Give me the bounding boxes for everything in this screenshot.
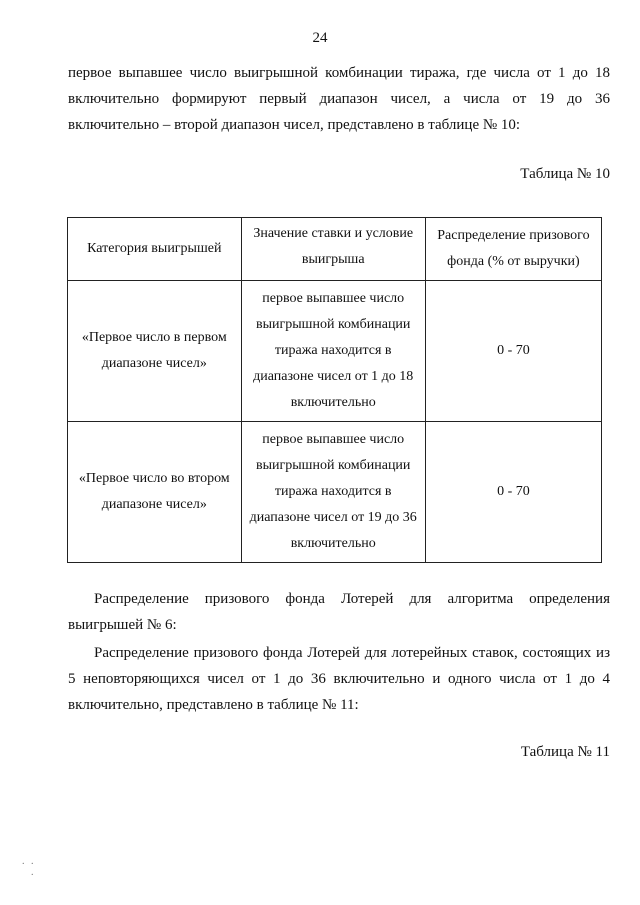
cell-category: «Первое число во втором диапазоне чисел» — [68, 422, 242, 563]
paragraph-bets-description: Распределение призового фонда Лотерей для лотерейных ставок, состоящих из 5 неповторяющихся чисел от 1 до 36 включительно и одного числа от 1 до 4 включительно, представлено в таблице № 11: — [68, 645, 610, 713]
prize-distribution-table — [67, 217, 602, 563]
paragraph-algorithm-6: Распределение призового фонда Лотерей для алгоритма определения выигрышей № 6: — [68, 591, 610, 633]
cell-value: первое выпавшее число выигрышной комбинации тиража находится в диапазоне чисел от 1 до 18 включительно — [241, 281, 425, 422]
margin-mark: . . . — [22, 856, 36, 878]
header-category: Категория выигрышей — [68, 218, 242, 281]
cell-value: первое выпавшее число выигрышной комбинации тиража находится в диапазоне чисел от 19 до 36 включительно — [241, 422, 425, 563]
table-row — [68, 422, 602, 563]
page-number: 24 — [312, 30, 328, 46]
table-11-caption: Таблица № 11 — [520, 744, 610, 760]
table-header-row — [68, 218, 602, 281]
cell-distribution: 0 - 70 — [425, 422, 601, 563]
intro-paragraph: первое выпавшее число выигрышной комбинации тиража, где числа от 1 до 18 включительно формируют первый диапазон чисел, а числа от 19 до 36 включительно – второй диапазон чисел, представлено в таблице № 10: — [68, 65, 610, 133]
table-10-caption: Таблица № 10 — [520, 166, 610, 182]
header-distribution: Распределение призового фонда (% от выручки) — [425, 218, 601, 281]
cell-distribution: 0 - 70 — [425, 281, 601, 422]
cell-category: «Первое число в первом диапазоне чисел» — [68, 281, 242, 422]
header-value: Значение ставки и условие выигрыша — [241, 218, 425, 281]
table-row — [68, 281, 602, 422]
